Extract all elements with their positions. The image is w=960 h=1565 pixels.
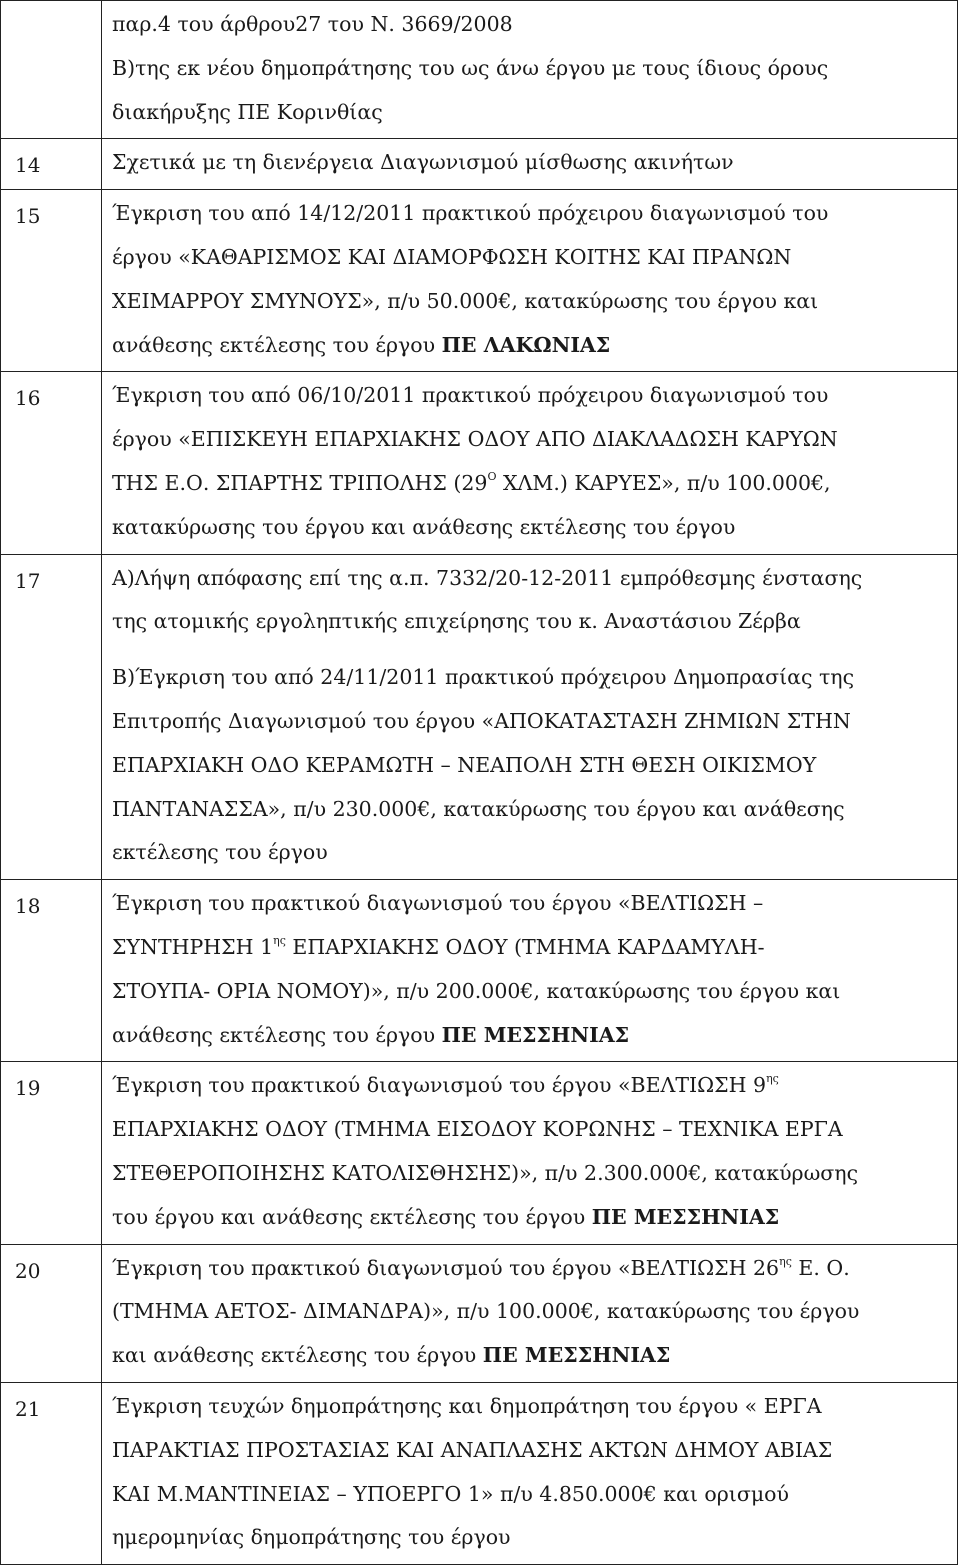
item-number: 14 xyxy=(15,153,41,178)
text-line: (ΤΜΗΜΑ ΑΕΤΟΣ- ΔΙΜΑΝΔΡΑ)», π/υ 100.000€, κατακύρωσης του έργου xyxy=(112,1299,860,1324)
region-name: ΠΕ ΛΑΚΩΝΙΑΣ xyxy=(441,332,611,357)
text-line: Σχετικά με τη διενέργεια Διαγωνισμού μίσθωσης ακινήτων xyxy=(112,150,734,175)
text-line: έργου «ΚΑΘΑΡΙΣΜΟΣ ΚΑΙ ΔΙΑΜΟΡΦΩΣΗ ΚΟΙΤΗΣ ΚΑΙ ΠΡΑΝΩΝ xyxy=(112,244,792,269)
item-number-cell xyxy=(1,190,102,372)
item-number: 16 xyxy=(15,386,41,411)
text-line: Έγκριση του από 06/10/2011 πρακτικού πρόχειρου διαγωνισμού του xyxy=(112,383,829,408)
text-line: διακήρυξης ΠΕ Κορινθίας xyxy=(112,99,383,124)
item-text-cell xyxy=(102,372,958,554)
text-line: και ανάθεσης εκτέλεσης του έργου ΠΕ ΜΕΣΣΗΝΙΑΣ xyxy=(112,1343,671,1368)
text-line: Έγκριση του πρακτικού διαγωνισμού του έργου «ΒΕΛΤΙΩΣΗ – xyxy=(112,891,764,916)
paragraph-gap xyxy=(112,644,943,656)
text-line: ΣΤΕΘΕΡΟΠΟΙΗΣΗΣ ΚΑΤΟΛΙΣΘΗΣΗΣ)», π/υ 2.300.000€, κατακύρωσης xyxy=(112,1160,859,1185)
table-row xyxy=(1,554,958,880)
item-number-cell xyxy=(1,1244,102,1382)
table-row xyxy=(1,1062,958,1244)
item-number-cell xyxy=(1,880,102,1062)
text-line: ΕΠΑΡΧΙΑΚΗ ΟΔΟ ΚΕΡΑΜΩΤΗ – ΝΕΑΠΟΛΗ ΣΤΗ ΘΕΣΗ ΟΙΚΙΣΜΟΥ xyxy=(112,752,817,777)
text-line: Έγκριση του από 14/12/2011 πρακτικού πρόχειρου διαγωνισμού του xyxy=(112,201,829,226)
text-line: Β)της εκ νέου δημοπράτησης του ως άνω έργου με τους ίδιους όρους xyxy=(112,55,829,80)
text-line: ΠΑΝΤΑΝΑΣΣΑ», π/υ 230.000€, κατακύρωσης του έργου και ανάθεσης xyxy=(112,796,845,821)
table-row xyxy=(1,139,958,190)
text-line: ΧΕΙΜΑΡΡΟΥ ΣΜΥΝΟΥΣ», π/υ 50.000€, κατακύρωσης του έργου και xyxy=(112,288,819,313)
item-text-cell xyxy=(102,1382,958,1564)
item-text-cell xyxy=(102,1062,958,1244)
table-row xyxy=(1,1244,958,1382)
item-text-cell xyxy=(102,139,958,190)
item-number: 20 xyxy=(15,1258,41,1283)
text-line: ΚΑΙ Μ.ΜΑΝΤΙΝΕΙΑΣ – ΥΠΟΕΡΓΟ 1» π/υ 4.850.000€ και ορισμού xyxy=(112,1481,789,1506)
item-number: 19 xyxy=(15,1076,41,1101)
item-number-cell xyxy=(1,1,102,139)
item-number xyxy=(1,1,101,5)
text-line: ΣΥΝΤΗΡΗΣΗ $1^{\eta\varsigma}$ ΕΠΑΡΧΙΑΚΗΣ ΟΔΟΥ (ΤΜΗΜΑ ΚΑΡΔΑΜΥΛΗ- xyxy=(112,933,765,959)
item-text-cell xyxy=(102,880,958,1062)
text-line: Έγκριση του πρακτικού διαγωνισμού του έργου «ΒΕΛΤΙΩΣΗ $9^{\eta\varsigma}$ xyxy=(112,1072,779,1098)
item-number: 18 xyxy=(15,894,41,919)
item-number-cell xyxy=(1,139,102,190)
item-number: 15 xyxy=(15,204,41,229)
text-line: ΣΤΟΥΠΑ- ΟΡΙΑ ΝΟΜΟΥ)», π/υ 200.000€, κατακύρωσης του έργου και xyxy=(112,978,841,1003)
table-row xyxy=(1,372,958,554)
superscript: ης xyxy=(779,1254,792,1268)
text-line: ΕΠΑΡΧΙΑΚΗΣ ΟΔΟΥ (ΤΜΗΜΑ ΕΙΣΟΔΟΥ ΚΟΡΩΝΗΣ – ΤΕΧΝΙΚΑ ΕΡΓΑ xyxy=(112,1117,843,1142)
text-line: παρ.4 του άρθρου27 του Ν. 3669/2008 xyxy=(112,12,513,36)
text-line: Έγκριση τευχών δημοπράτησης και δημοπράτηση του έργου « ΕΡΓΑ xyxy=(112,1393,822,1418)
item-text-cell xyxy=(102,1244,958,1382)
text-line: Β)Έγκριση του από 24/11/2011 πρακτικού πρόχειρου Δημοπρασίας της xyxy=(112,665,855,690)
region-name: ΠΕ ΜΕΣΣΗΝΙΑΣ xyxy=(441,1022,630,1047)
text-line: Α)Λήψη απόφασης επί της α.π. 7332/20-12-2011 εμπρόθεσμης ένστασης xyxy=(112,565,863,590)
text-line: ανάθεσης εκτέλεσης του έργου ΠΕ ΛΑΚΩΝΙΑΣ xyxy=(112,332,611,357)
superscript: ης xyxy=(273,933,286,947)
text-line: έργου «ΕΠΙΣΚΕΥΗ ΕΠΑΡΧΙΑΚΗΣ ΟΔΟΥ ΑΠΟ ΔΙΑΚΛΑΔΩΣΗ ΚΑΡΥΩΝ xyxy=(112,427,838,452)
table-row xyxy=(1,1,958,139)
text-line: Επιτροπής Διαγωνισμού του έργου «ΑΠΟΚΑΤΑΣΤΑΣΗ ΖΗΜΙΩΝ ΣΤΗΝ xyxy=(112,708,851,733)
text-line: ΠΑΡΑΚΤΙΑΣ ΠΡΟΣΤΑΣΙΑΣ ΚΑΙ ΑΝΑΠΛΑΣΗΣ ΑΚΤΩΝ ΔΗΜΟΥ ΑΒΙΑΣ xyxy=(112,1437,833,1462)
text-line: της ατομικής εργοληπτικής επιχείρησης του κ. Αναστάσιου Ζέρβα xyxy=(112,609,801,634)
item-number-cell xyxy=(1,1062,102,1244)
text-line: κατακύρωσης του έργου και ανάθεσης εκτέλεσης του έργου xyxy=(112,514,736,539)
item-number-cell xyxy=(1,372,102,554)
item-number-cell xyxy=(1,554,102,880)
table-row xyxy=(1,190,958,372)
item-number: 21 xyxy=(15,1396,41,1421)
text-line: ΤΗΣ Ε.Ο. ΣΠΑΡΤΗΣ ΤΡΙΠΟΛΗΣ ($29^O$ ΧΛΜ.) ΚΑΡΥΕΣ», π/υ 100.000€, xyxy=(112,469,831,495)
item-text-cell xyxy=(102,1,958,139)
text-line: του έργου και ανάθεσης εκτέλεσης του έργου ΠΕ ΜΕΣΣΗΝΙΑΣ xyxy=(112,1204,780,1229)
table-row xyxy=(1,880,958,1062)
item-text-cell xyxy=(102,190,958,372)
item-number-cell xyxy=(1,1382,102,1564)
superscript: ης xyxy=(766,1072,779,1086)
region-name: ΠΕ ΜΕΣΣΗΝΙΑΣ xyxy=(482,1343,671,1368)
text-line: Έγκριση του πρακτικού διαγωνισμού του έργου «ΒΕΛΤΙΩΣΗ $26^{\eta\varsigma}$ Ε. Ο. xyxy=(112,1254,850,1280)
text-line: εκτέλεσης του έργου xyxy=(112,840,328,865)
item-text-cell xyxy=(102,554,958,880)
item-number: 17 xyxy=(15,568,41,593)
table-row xyxy=(1,1382,958,1564)
superscript: Ο xyxy=(487,469,497,483)
region-name: ΠΕ ΜΕΣΣΗΝΙΑΣ xyxy=(591,1204,780,1229)
text-line: ανάθεσης εκτέλεσης του έργου ΠΕ ΜΕΣΣΗΝΙΑΣ xyxy=(112,1022,630,1047)
text-line: ημερομηνίας δημοπράτησης του έργου xyxy=(112,1525,511,1550)
